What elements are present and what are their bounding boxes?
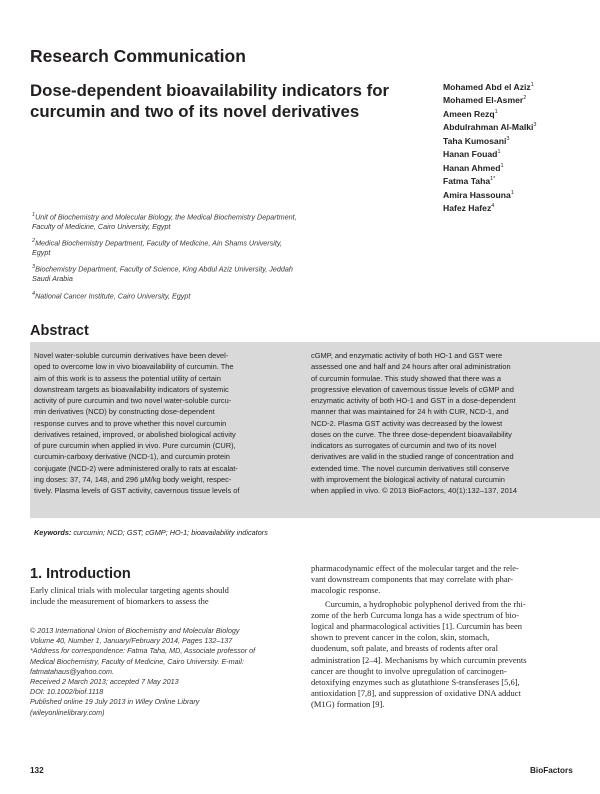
- abstract-line: ing doses: 37, 74, 148, and 296 μM/kg body weight, respec-: [34, 474, 232, 484]
- intro-column-left: [30, 585, 302, 607]
- author-name: Hanan Ahmed: [443, 162, 501, 173]
- abstract-line: progressive elevation of cavernous tissue levels of cGMP and: [311, 384, 514, 394]
- abstract-line: indicators as surrogates of curcumin and two of its novel: [311, 441, 497, 450]
- abstract-line: tively. Plasma levels of GST activity, cavernous tissue levels of: [34, 486, 240, 495]
- body-line: administration [2–4]. Mechanisms by which curcumin prevents: [311, 654, 527, 665]
- affiliation: [32, 263, 302, 283]
- intro-column-right: [311, 563, 581, 711]
- abstract-line: extended time. The novel curcumin derivatives still conserve: [311, 463, 510, 473]
- footnote-line: Medical Biochemistry, Faculty of Medicine, Cairo University. E-mail:: [30, 656, 244, 666]
- abstract-line: when applied in vivo. © 2013 BioFactors, 40(1):132–137, 2014: [311, 486, 518, 495]
- abstract-line: activity of pure curcumin and two novel water-soluble curcu-: [34, 396, 232, 405]
- author: [443, 120, 593, 133]
- author-affiliation-mark: 4: [491, 203, 495, 210]
- abstract-line: curcumin-carboxy derivative (NCD-1), and curcumin protein: [34, 452, 230, 462]
- body-line: include the measurement of biomarkers to assess the: [30, 596, 209, 607]
- author-name: Amira Hassouna: [443, 189, 511, 200]
- author-affiliation-mark: 1: [497, 149, 501, 156]
- abstract-line: min derivatives (NCD) by constructing dose-dependent: [34, 407, 215, 417]
- body-line: vant downstream components that may correlate with phar-: [311, 574, 514, 585]
- abstract-column-left: [34, 350, 296, 496]
- abstract-line: of pure curcumin when applied in vivo. Pure curcumin (CUR),: [34, 441, 236, 450]
- author-affiliation-mark: 1: [494, 108, 498, 115]
- intro-paragraph-1: [311, 563, 581, 597]
- author-affiliation-mark: 1: [530, 82, 534, 88]
- abstract-line: oped to overcome low in vivo bioavailability of curcumin. The: [34, 362, 234, 372]
- abstract-line: aim of this work is to assess the potential utility of certain: [34, 373, 221, 383]
- body-line: detoxifying enzymes such as glutathione S-transferases [5,6],: [311, 677, 520, 688]
- affiliation-text: Unit of Biochemistry and Molecular Biology, the Medical Biochemistry Department, Faculty of Medicine, Cairo University, Egypt: [32, 212, 297, 231]
- abstract-heading: Abstract: [30, 323, 89, 339]
- author: [443, 93, 593, 106]
- author: [443, 201, 593, 214]
- body-line: macologic response.: [311, 585, 381, 596]
- author-affiliation-mark: 2: [523, 95, 527, 102]
- body-line: antioxidation [7,8], and suppression of oxidative DNA adduct: [311, 688, 521, 699]
- intro-paragraph-2: [311, 599, 581, 711]
- keywords: [34, 528, 296, 538]
- author-name: Ameen Rezq: [443, 108, 495, 119]
- footnote-line: Received 2 March 2013; accepted 7 May 2013: [30, 677, 179, 687]
- body-line: Curcumin, a hydrophobic polyphenol derived from the rhi-: [325, 598, 526, 609]
- footnote-line: Published online 19 July 2013 in Wiley Online Library: [30, 697, 200, 707]
- affiliation-text: Medical Biochemistry Department, Faculty of Medicine, Ain Shams University, Egypt: [32, 238, 282, 257]
- body-line: duodenum, soft palate, and breasts of rodents after oral: [311, 643, 498, 654]
- affiliation: [32, 290, 302, 301]
- article-title: Dose-dependent bioavailability indicators for curcumin and two of its novel derivatives: [30, 81, 389, 121]
- abstract-line: derivatives retained, improved, or abolished biological activity: [34, 429, 236, 439]
- abstract-line: derivatives are valid in the studied range of concentration and: [311, 452, 514, 462]
- author-list: [443, 80, 593, 215]
- author-affiliation-mark: 1*: [490, 176, 496, 183]
- affiliation: [32, 237, 302, 257]
- section-label: Research Communication: [30, 46, 246, 66]
- author-affiliation-mark: 1: [510, 189, 514, 196]
- author-name: Fatma Taha: [443, 176, 491, 187]
- affiliation-mark: 2: [32, 238, 36, 245]
- journal-name: BioFactors: [530, 766, 573, 775]
- author-name: Mohamed Abd el Aziz: [443, 81, 531, 92]
- footnote-line: © 2013 International Union of Biochemistry and Molecular Biology: [30, 626, 240, 635]
- abstract-line: with improvement the biological activity of natural curcumin: [311, 474, 505, 484]
- affiliation-mark: 3: [32, 264, 36, 271]
- body-line: cancer are thought to involve upregulation of carcinogen-: [311, 665, 507, 676]
- author: [443, 107, 593, 120]
- footnotes: [30, 626, 302, 718]
- author: [443, 161, 593, 174]
- abstract-line: cGMP, and enzymatic activity of both HO-1 and GST were: [311, 351, 503, 360]
- footnote-line: fatmatahaus@yahoo.com.: [30, 666, 115, 676]
- author: [443, 174, 593, 187]
- abstract-line: manner that was maintained for 24 h with CUR, NCD-1, and: [311, 407, 509, 417]
- abstract-line: assessed one and half and 24 hours after oral administration: [311, 362, 511, 372]
- body-line: Early clinical trials with molecular targeting agents should: [30, 585, 229, 595]
- page-number: 132: [30, 766, 44, 775]
- abstract-line: doses on the curve. The three dose-dependent bioavailability: [311, 429, 512, 439]
- abstract-line: response curves and to prove whether this novel curcumin: [34, 418, 227, 428]
- keywords-text: curcumin; NCD; GST; cGMP; HO-1; bioavailability indicators: [73, 528, 268, 537]
- abstract-line: downstream targets as bioavailability indicators of systemic: [34, 384, 229, 394]
- abstract-line: of curcumin formulae. This study showed that there was a: [311, 373, 502, 383]
- affiliation-text: National Cancer Institute, Cairo University, Egypt: [35, 291, 191, 300]
- author-name: Hafez Hafez: [443, 202, 492, 213]
- abstract-line: NCD-2. Plasma GST activity was decreased by the lowest: [311, 418, 503, 428]
- keywords-label: Keywords:: [34, 528, 72, 537]
- abstract-column-right: [311, 350, 573, 496]
- author-name: Abdulrahman Al-Malki: [443, 122, 534, 133]
- body-line: shown to prevent cancer in the colon, skin, stomach,: [311, 632, 490, 643]
- author: [443, 188, 593, 201]
- affiliation-mark: 4: [32, 290, 36, 297]
- footnote-line: Volume 40, Number 1, January/February 2014, Pages 132–137: [30, 636, 233, 646]
- author-name: Taha Kumosani: [443, 135, 507, 146]
- footnote-line: (wileyonlinelibrary.com): [30, 707, 105, 717]
- intro-heading: 1. Introduction: [30, 566, 131, 582]
- footnote-line: DOI: 10.1002/biof.1118: [30, 687, 104, 697]
- affiliation-text: Biochemistry Department, Faculty of Science, King Abdul Aziz University, Jeddah Saudi Arabia: [32, 264, 293, 284]
- footnote-line: *Address for correspondence: Fatma Taha, MD, Associate professor of: [30, 646, 256, 656]
- body-line: logical and pharmacological activities [1]. Curcumin has been: [311, 621, 523, 632]
- abstract-line: enzymatic activity of both HO-1 and GST in a dose-dependent: [311, 396, 516, 405]
- abstract-line: Novel water-soluble curcumin derivatives have been devel-: [34, 351, 229, 360]
- author-affiliation-mark: 3: [533, 122, 537, 129]
- author: [443, 147, 593, 160]
- body-line: pharmacodynamic effect of the molecular target and the rele-: [311, 563, 519, 573]
- body-line: (M1G) formation [9].: [311, 699, 385, 710]
- abstract-line: conjugate (NCD-2) were administered orally to rats at escalat-: [34, 463, 238, 473]
- body-line: zome of the herb Curcuma longa has a wide spectrum of bio-: [311, 609, 519, 620]
- author-affiliation-mark: 3: [506, 135, 510, 142]
- author-affiliation-mark: 1: [500, 162, 504, 169]
- affiliation: [32, 211, 302, 231]
- affiliation-list: [32, 211, 302, 306]
- author-name: Mohamed El-Asmer: [443, 95, 524, 106]
- author: [443, 134, 593, 147]
- author: [443, 80, 593, 93]
- affiliation-mark: 1: [32, 212, 36, 218]
- author-name: Hanan Fouad: [443, 149, 498, 160]
